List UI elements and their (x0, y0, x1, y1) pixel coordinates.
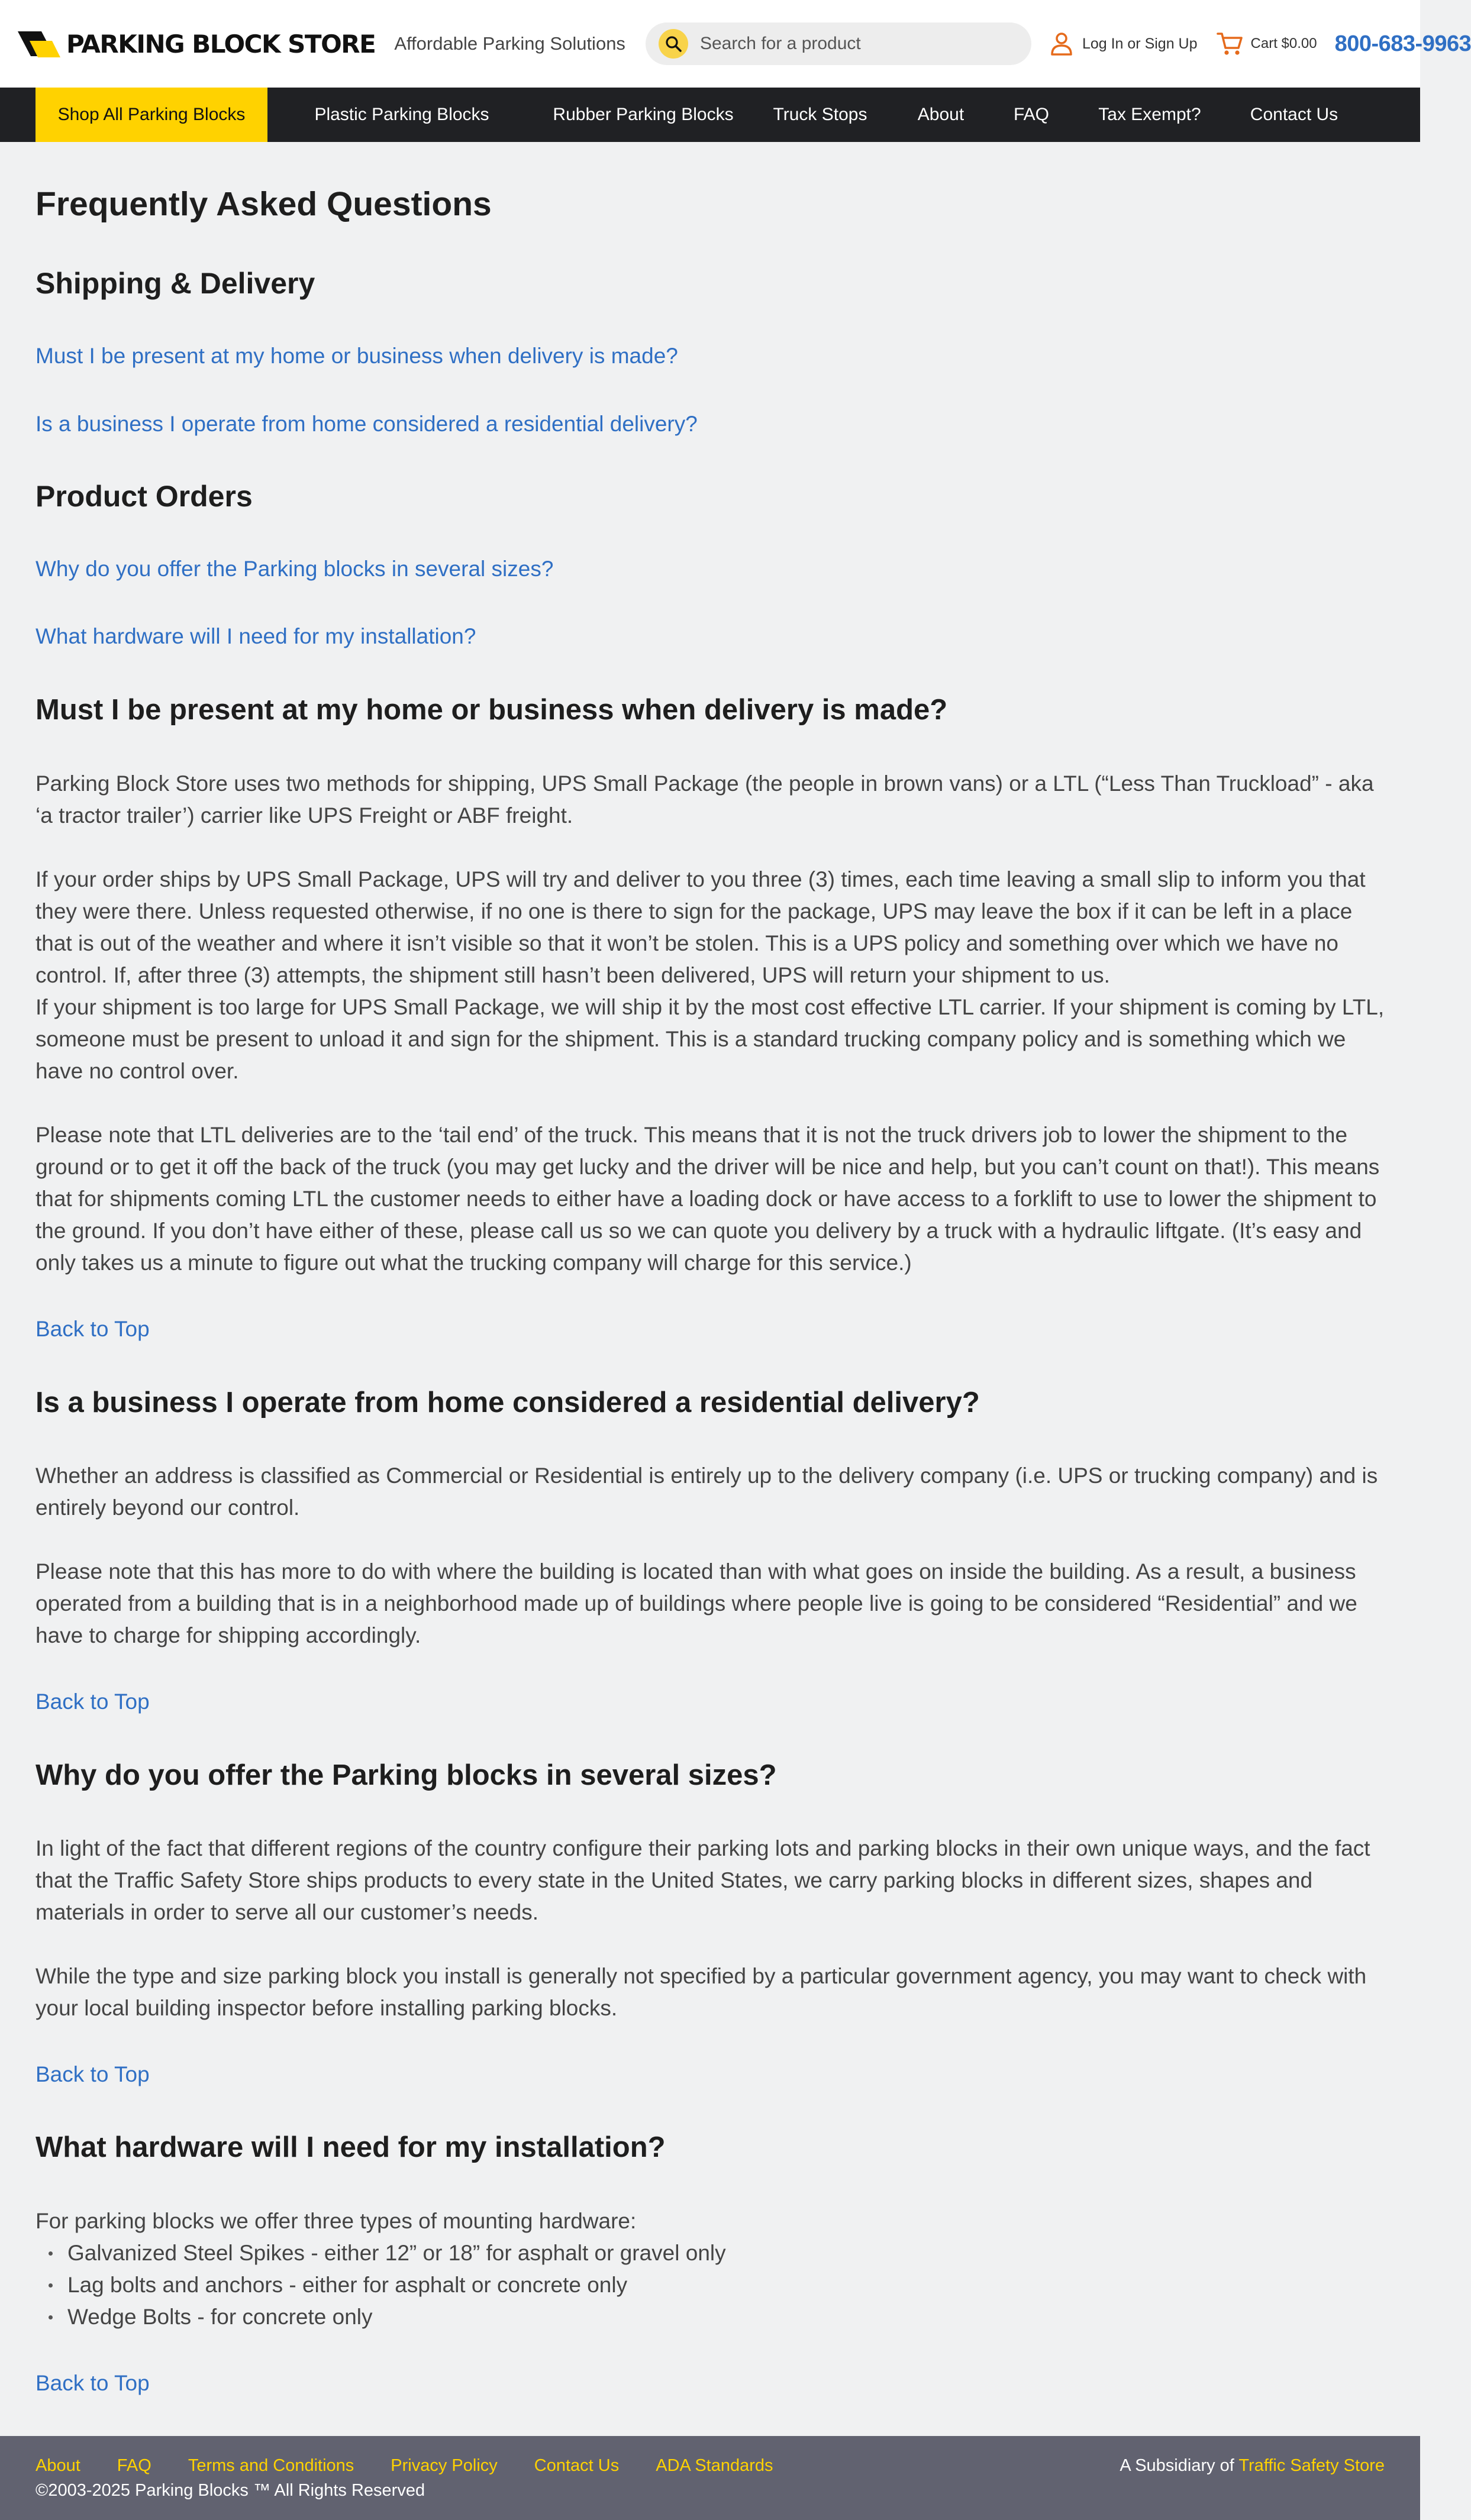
answer-paragraph: Whether an address is classified as Commercial or Residential is entirely up to the delivery company (i.e. UPS or trucking company) and is entirely beyond our control. (36, 1463, 1378, 1520)
tagline: Affordable Parking Solutions (394, 33, 625, 54)
footer-link-privacy[interactable]: Privacy Policy (391, 2456, 498, 2475)
site-logo[interactable] (18, 28, 375, 60)
list-item: Wedge Bolts - for concrete only (36, 2301, 726, 2333)
hardware-intro: For parking blocks we offer three types of mounting hardware: (36, 2209, 637, 2233)
toc-link-sizes[interactable]: Why do you offer the Parking blocks in several sizes? (36, 557, 554, 581)
nav-item-plastic[interactable]: Plastic Parking Blocks (314, 105, 489, 124)
back-to-top-link[interactable]: Back to Top (36, 2371, 150, 2395)
search-input[interactable] (700, 34, 1031, 54)
answer-paragraph: If your order ships by UPS Small Package, UPS will try and deliver to you three (3) times, each time leaving a small slip to inform you that they were there. Unless requested otherwise, if no one is there to sign for the package, UPS may leave the box if it can be left in a place that is out of the weather and where it isn’t visible so that it won’t be stolen. This is a UPS policy and something over which we have no control. If, after three (3) attempts, the shipment still hasn’t been delivered, UPS will return your shipment to us. (36, 867, 1366, 987)
search-bar (646, 22, 1031, 65)
section-heading-shipping: Shipping & Delivery (36, 267, 315, 300)
answer-paragraph: Parking Block Store uses two methods for shipping, UPS Small Package (the people in brown vans) or a LTL (“Less Than Truckload” - aka ‘a tractor trailer’) carrier like UPS Freight or ABF freight. (36, 771, 1374, 828)
footer-link-about[interactable]: About (36, 2456, 80, 2475)
back-to-top-link[interactable]: Back to Top (36, 1317, 150, 1341)
nav-item-rubber[interactable]: Rubber Parking Blocks (553, 105, 734, 124)
nav-item-truck-stops[interactable]: Truck Stops (773, 105, 867, 124)
back-to-top-link[interactable]: Back to Top (36, 2062, 150, 2086)
answer-heading-residential: Is a business I operate from home considered a residential delivery? (36, 1387, 980, 1419)
site-footer (0, 2436, 1420, 2520)
nav-item-contact[interactable]: Contact Us (1250, 105, 1338, 124)
footer-link-ada[interactable]: ADA Standards (656, 2456, 773, 2475)
footer-link-contact[interactable]: Contact Us (534, 2456, 620, 2475)
site-header (0, 0, 1471, 88)
nav-item-tax-exempt[interactable]: Tax Exempt? (1098, 105, 1201, 124)
footer-link-faq[interactable]: FAQ (117, 2456, 151, 2475)
main-nav (0, 88, 1420, 142)
toc-link-hardware[interactable]: What hardware will I need for my installation? (36, 624, 476, 648)
page-title: Frequently Asked Questions (36, 185, 492, 223)
cart-link[interactable] (1217, 31, 1317, 56)
answer-paragraph: In light of the fact that different regions of the country configure their parking lots and parking blocks in their own unique ways, and the fact that the Traffic Safety Store ships products to every state in the United States, we carry parking blocks in different sizes, shapes and materials in order to serve all our customer’s needs. (36, 1836, 1370, 1924)
back-to-top-link[interactable]: Back to Top (36, 1689, 150, 1714)
search-icon (664, 35, 682, 53)
answer-paragraph: Please note that LTL deliveries are to the ‘tail end’ of the truck. This means that it is not the truck drivers job to lower the shipment to the ground or to get it off the back of the truck (you may get lucky and the driver will be nice and help, but you can’t count on that!). This means that for shipments coming LTL the customer needs to either have a loading dock or have access to a forklift to use to lower the shipment to the ground. If you don’t have either of these, please call us so we can quote you delivery by a truck with a hydraulic liftgate. (It’s easy and only takes us a minute to figure out what the trucking company will charge for this service.) (36, 1123, 1380, 1275)
toc-link-present-delivery[interactable]: Must I be present at my home or business when delivery is made? (36, 344, 678, 368)
nav-item-faq[interactable]: FAQ (1013, 105, 1049, 124)
hardware-list (36, 2237, 726, 2333)
search-button[interactable] (659, 29, 688, 59)
answer-paragraph: While the type and size parking block you install is generally not specified by a particular government agency, you may want to check with your local building inspector before installing parking blocks. (36, 1964, 1367, 2020)
cart-label: Cart $0.00 (1250, 35, 1317, 51)
footer-links (36, 2456, 810, 2476)
answer-heading-present-delivery: Must I be present at my home or business when delivery is made? (36, 694, 948, 726)
phone-number[interactable]: 800-683-9963 (1334, 31, 1471, 56)
answer-paragraph: Please note that this has more to do with where the building is located than with what goes on inside the building. As a result, a business operated from a building that is in a neighborhood made up of buildings where people live is going to be considered “Residential” and we have to charge for shipping accordingly. (36, 1559, 1357, 1647)
user-icon (1050, 32, 1073, 56)
list-item: Galvanized Steel Spikes - either 12” or 18” for asphalt or gravel only (36, 2237, 726, 2269)
logo-mark-icon (18, 28, 65, 60)
logo-text: PARKING BLOCK STORE (66, 29, 376, 59)
nav-item-about[interactable]: About (917, 105, 964, 124)
subsidiary-text (1120, 2456, 1385, 2476)
subsidiary-brand-link[interactable]: Traffic Safety Store (1238, 2456, 1385, 2475)
section-heading-product-orders: Product Orders (36, 480, 253, 513)
list-item: Lag bolts and anchors - either for asphalt or concrete only (36, 2269, 726, 2301)
copyright-text: ©2003-2025 Parking Blocks ™ All Rights Reserved (36, 2481, 425, 2500)
account-label: Log In or Sign Up (1082, 35, 1198, 52)
answer-heading-hardware: What hardware will I need for my installation? (36, 2131, 666, 2163)
nav-item-shop-all[interactable]: Shop All Parking Blocks (36, 88, 267, 142)
toc-link-residential[interactable]: Is a business I operate from home considered a residential delivery? (36, 412, 698, 436)
answer-heading-sizes: Why do you offer the Parking blocks in several sizes? (36, 1759, 777, 1791)
account-link[interactable] (1050, 32, 1198, 56)
cart-icon (1217, 31, 1244, 56)
subsidiary-prefix: A Subsidiary of (1120, 2456, 1239, 2475)
footer-link-terms[interactable]: Terms and Conditions (188, 2456, 354, 2475)
answer-paragraph: If your shipment is too large for UPS Small Package, we will ship it by the most cost effective LTL carrier. If your shipment is coming by LTL, someone must be present to unload it and sign for the shipment. This is a standard trucking company policy and is something which we have no control over. (36, 995, 1385, 1083)
